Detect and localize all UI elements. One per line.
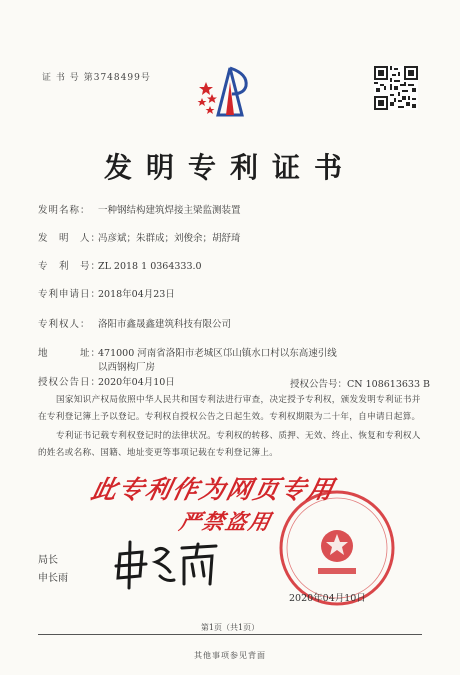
field-value: 2020年04月10日	[98, 377, 175, 388]
patent-office-emblem-icon	[190, 60, 270, 120]
legal-paragraph-2: 专利证书记载专利权登记时的法律状况。专利权的转移、质押、无效、终止、恢复和专利权人的姓名或名称、国籍、地址变更等事项记载在专利登记簿上。	[38, 431, 421, 458]
director-block	[38, 552, 68, 588]
legal-paragraph-1: 国家知识产权局依照中华人民共和国专利法进行审查，决定授予专利权，颁发发明专利证书并在专利登记簿上予以登记。专利权自授权公告之日起生效。专利权期限为二十年，自申请日起算。	[38, 395, 421, 422]
watermark-line-2: 严禁盗用	[177, 509, 275, 534]
grant-number-label: 授权公告号：	[290, 379, 348, 390]
field-patent-number	[38, 260, 202, 273]
director-name: 申长雨	[38, 573, 68, 584]
field-application-date	[38, 288, 175, 301]
footer-note: 其他事项参见背面	[194, 651, 266, 660]
field-label: 授权公告日：	[38, 377, 102, 388]
field-inventors	[38, 232, 241, 245]
certificate-number	[38, 70, 151, 83]
field-address-line2: 以西钢构厂房	[98, 362, 156, 373]
grant-number-value: CN 108613633 B	[347, 379, 431, 390]
director-title: 局长	[38, 555, 58, 566]
field-value: 2018年04月23日	[98, 289, 175, 300]
field-label: 发明名称：	[38, 205, 91, 216]
field-label: 专利权人：	[38, 319, 91, 330]
field-label: 专 利 号：	[38, 261, 102, 272]
field-address	[38, 347, 337, 360]
field-value: 冯彦斌；朱群成；刘俊余；胡舒琦	[98, 233, 241, 244]
seal-date: 2020年04月10日	[289, 593, 366, 604]
field-value: 一种钢结构建筑焊接主梁监测装置	[98, 205, 241, 216]
cert-label: 证 书 号	[42, 73, 80, 83]
field-value: ZL 2018 1 0364333.0	[98, 261, 202, 272]
field-value: 洛阳市鑫晟鑫建筑科技有限公司	[98, 319, 232, 330]
field-value: 471000 河南省洛阳市老城区邙山镇水口村以东高速引线	[98, 348, 337, 359]
field-label: 发 明 人：	[38, 233, 102, 244]
qr-code-icon	[374, 66, 418, 110]
field-grant-number	[290, 376, 430, 390]
field-patentee	[38, 318, 231, 331]
director-signature-icon	[112, 536, 222, 591]
field-label: 专利申请日：	[38, 289, 102, 300]
watermark-line-1: 此专利作为网页专用	[88, 475, 338, 504]
page-number: 第1页（共1页）	[200, 623, 260, 632]
footer-divider	[38, 634, 422, 635]
field-grant-date	[38, 376, 175, 389]
field-invention-name	[38, 204, 241, 217]
document-title: 发明专利证书	[103, 151, 356, 184]
field-label: 地 址：	[38, 348, 102, 359]
cert-number-value: 第3748499号	[83, 73, 151, 83]
